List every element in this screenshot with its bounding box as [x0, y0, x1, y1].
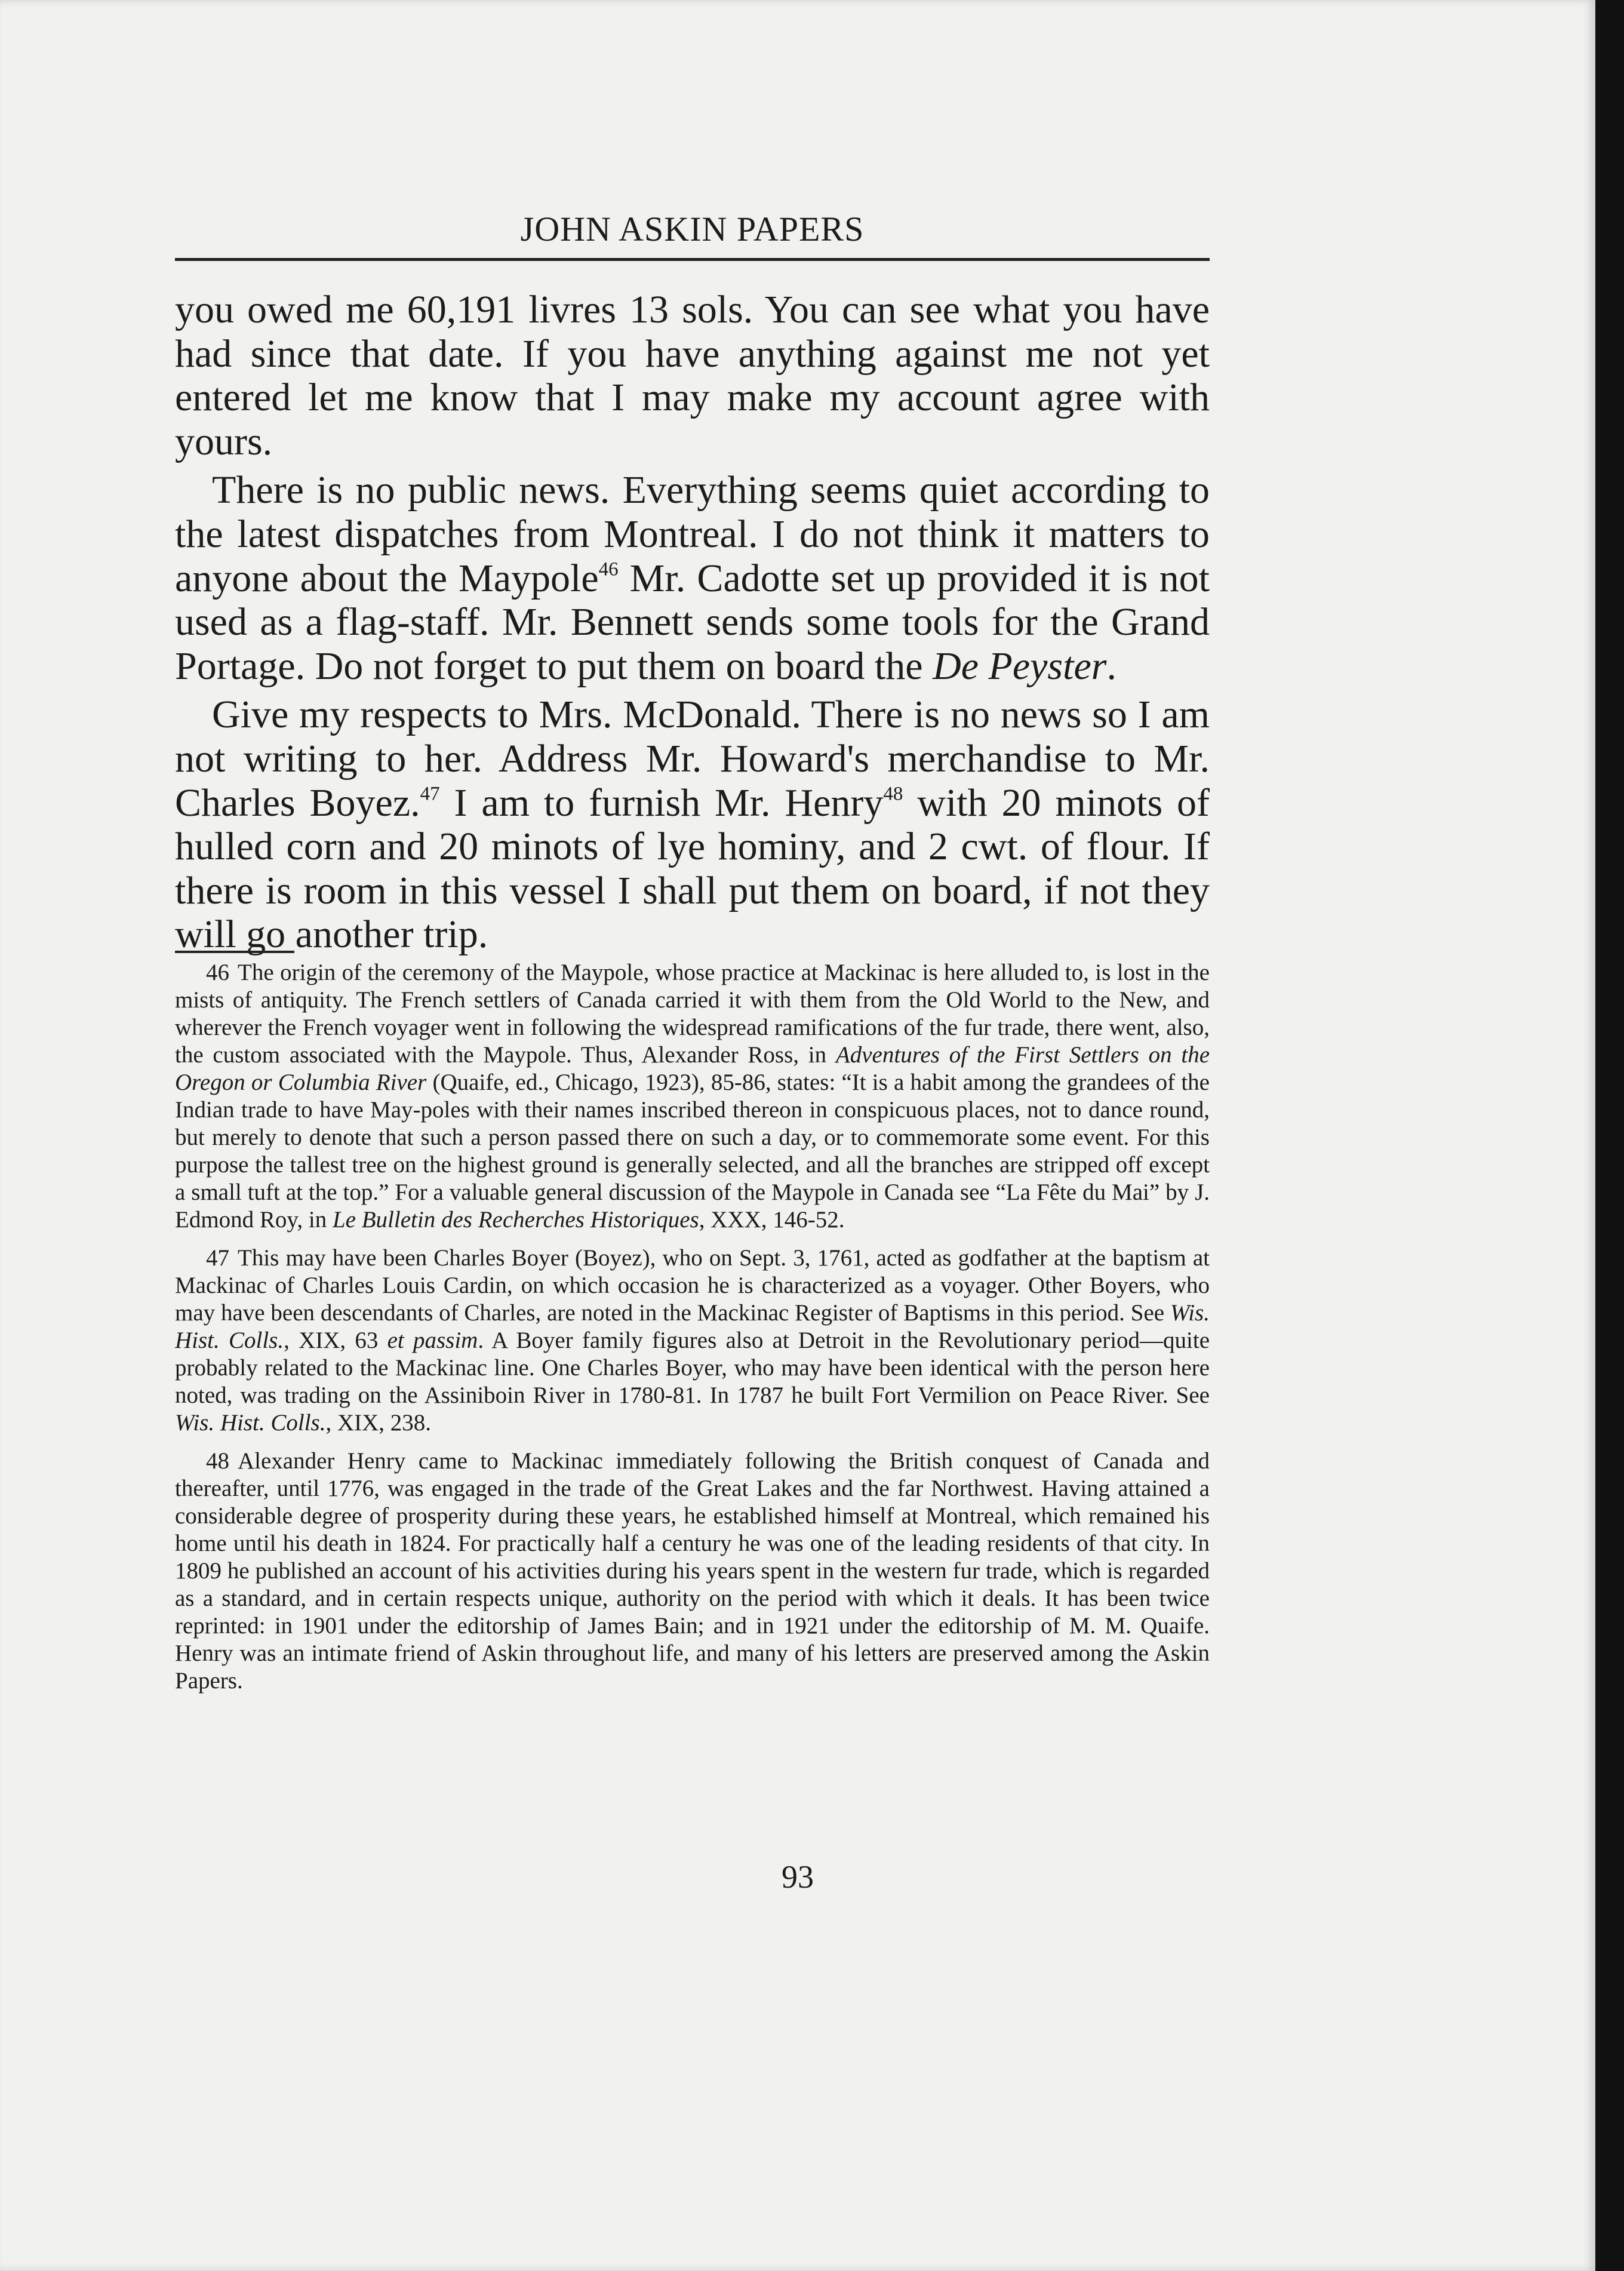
footnote-rule — [175, 951, 294, 953]
footnote-number: 46 — [206, 960, 229, 985]
header-rule — [175, 258, 1210, 261]
ship-name: De Peyster — [933, 644, 1107, 688]
paragraph-1: you owed me 60,191 livres 13 sols. You can see what you have had since that date. If you have anything against me not yet entered let me know that I may make my account agree with yours. — [175, 288, 1210, 463]
page-number: 93 — [782, 1859, 814, 1895]
footnote-number: 48 — [206, 1448, 229, 1474]
footnote-ref-47: 47 — [420, 783, 440, 805]
footnote-ref-46: 46 — [598, 558, 619, 580]
footnotes — [175, 959, 1210, 1705]
scan-edge — [1595, 0, 1624, 2271]
footnote-ref-48: 48 — [883, 783, 903, 805]
running-head: JOHN ASKIN PAPERS — [520, 210, 865, 248]
paragraph-2: There is no public news. Everything seems quiet according to the latest dispatches from Montreal. I do not think it matters to anyone about the Maypole$^{46}$ Mr. Cadotte set up provided it is not used as a flag-staff. Mr. Bennett sends some tools for the Grand Portage. Do not forget to put them on board the De Peyster. — [175, 468, 1210, 688]
footnote-48: 48 Alexander Henry came to Mackinac immediately following the British conquest of Canada and thereafter, until 1776, was engaged in the trade of the Great Lakes and the far Northwest. Having attained a considerable degree of prosperity during these years, he established himself at Montreal, which remained his home until his death in 1824. For practically half a century he was one of the leading residents of that city. In 1809 he published an account of his activities during his years spent in the western fur trade, which is regarded as a standard, and in certain respects unique, authority on the period with which it deals. It has been twice reprinted: in 1901 under the editorship of James Bain; and in 1921 under the editorship of M. M. Quaife. Henry was an intimate friend of Askin throughout life, and many of his letters are preserved among the Askin Papers. — [175, 1448, 1210, 1694]
footnote-47: 47 This may have been Charles Boyer (Boyez), who on Sept. 3, 1761, acted as godfather at the baptism at Mackinac of Charles Louis Cardin, on which occasion he is characterized as a voyager. Other Boyers, who may have been descendants of Charles, are noted in the Mackinac Register of Baptisms in this period. See Wis. Hist. Colls., XIX, 63 et passim. A Boyer family figures also at Detroit in the Revolutionary period—quite probably related to the Mackinac line. One Charles Boyer, who may have been identical with the person here noted, was trading on the Assiniboin River in 1780-81. In 1787 he built Fort Vermilion on Peace River. See Wis. Hist. Colls., XIX, 238. — [175, 1245, 1210, 1436]
main-text — [175, 288, 1210, 957]
paragraph-3: Give my respects to Mrs. McDonald. There is no news so I am not writing to her. Address Mr. Howard's merchandise to Mr. Charles Boyez.$^{47}$ I am to furnish Mr. Henry$^{48}$ with 20 minots of hulled corn and 20 minots of lye hominy, and 2 cwt. of flour. If there is room in this vessel I shall put them on board, if not they will go another trip. — [175, 693, 1210, 957]
footnote-number: 47 — [206, 1245, 229, 1271]
footnote-46: 46 The origin of the ceremony of the Maypole, whose practice at Mackinac is here alluded to, is lost in the mists of antiquity. The French settlers of Canada carried it with them from the Old World to the New, and wherever the French voyager went in following the widespread ramifications of the fur trade, there went, also, the custom associated with the Maypole. Thus, Alexander Ross, in Adventures of the First Settlers on the Oregon or Columbia River (Quaife, ed., Chicago, 1923), 85-86, states: “It is a habit among the grandees of the Indian trade to have May-poles with their names inscribed thereon in conspicuous places, not to dance round, but merely to denote that such a person passed there on such a day, or to commemorate some event. For this purpose the tallest tree on the highest ground is generally selected, and all the branches are stripped off except a small tuft at the top.” For a valuable general discussion of the Maypole in Canada see “La Fête du Mai” by J. Edmond Roy, in Le Bulletin des Recherches Historiques, XXX, 146-52. — [175, 960, 1210, 1233]
